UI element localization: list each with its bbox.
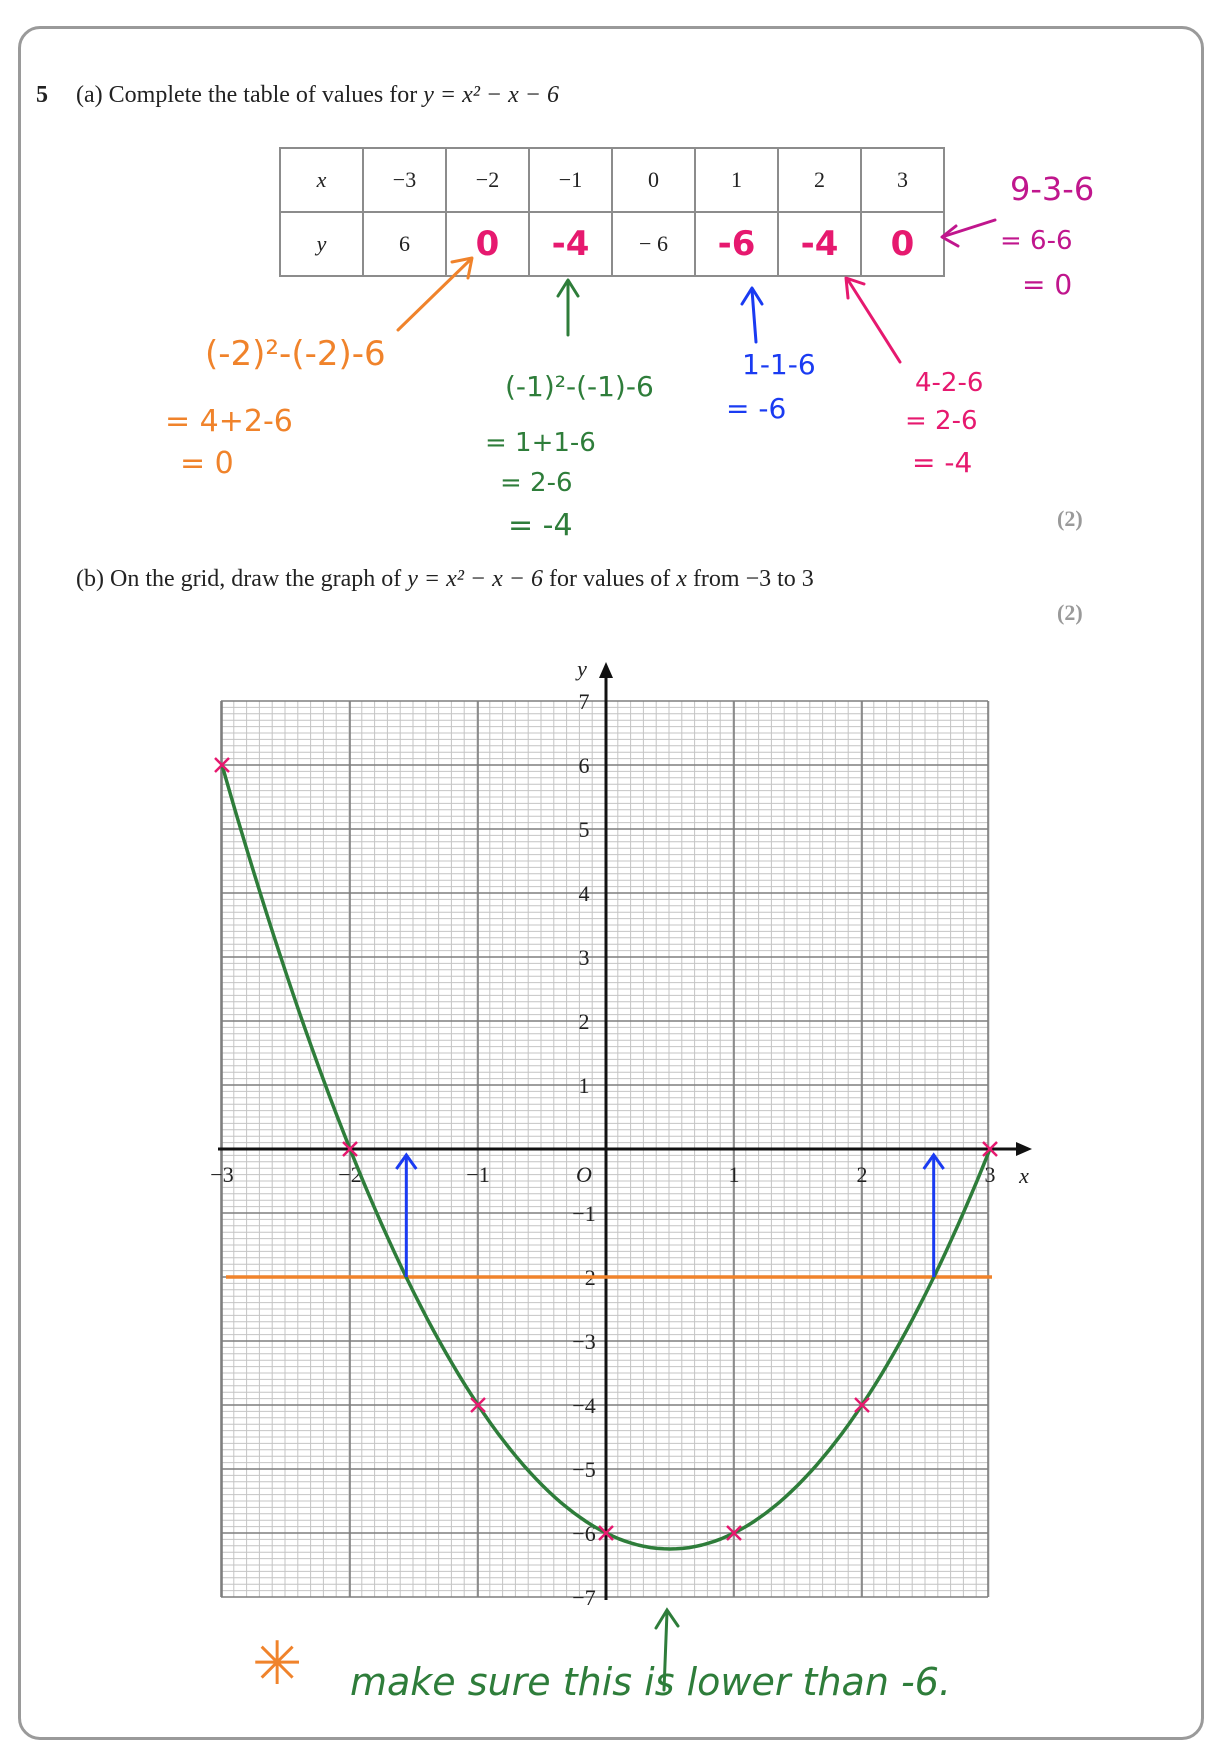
x-tick-label: 3: [984, 1162, 996, 1187]
part-a-equation: y = x² − x − 6: [423, 82, 559, 108]
handwritten-answer: 0: [475, 224, 500, 264]
x-value: 3: [861, 148, 944, 212]
origin-label: O: [576, 1162, 592, 1187]
question-number: 5: [36, 82, 48, 108]
x-value: 1: [695, 148, 778, 212]
x-value: 0: [612, 148, 695, 212]
y-value-printed: − 6: [612, 212, 695, 276]
y-tick-label: 1: [578, 1073, 590, 1098]
working-pink-mid-line-2: = 2-6: [905, 406, 978, 436]
x-tick-label: 1: [728, 1162, 740, 1187]
y-tick-label: −1: [572, 1201, 596, 1226]
y-tick-label: −5: [572, 1457, 596, 1482]
working-blue-line-1: 1-1-6: [742, 348, 816, 381]
x-value: −1: [529, 148, 612, 212]
working-green-line-4: = -4: [508, 508, 573, 543]
working-pink-right-line-1: 9-3-6: [1010, 170, 1095, 208]
working-pink-mid-line-1: 4-2-6: [915, 368, 984, 398]
part-a-text: Complete the table of values for: [108, 82, 418, 108]
y-tick-label: −7: [572, 1585, 596, 1610]
y-value-printed: 6: [363, 212, 446, 276]
part-b-text: On the grid, draw the graph of: [109, 566, 402, 592]
star-icon: ✳: [252, 1629, 303, 1699]
y-tick-label: −2: [572, 1265, 596, 1290]
y-tick-label: −6: [572, 1521, 596, 1546]
x-tick-label: −2: [338, 1162, 362, 1187]
y-tick-label: 5: [578, 817, 590, 842]
working-green-line-2: = 1+1-6: [485, 428, 596, 458]
x-value: 2: [778, 148, 861, 212]
part-b-equation: y = x² − x − 6: [407, 566, 543, 592]
y-tick-label: −4: [572, 1393, 596, 1418]
working-pink-mid-line-3: = -4: [912, 446, 973, 479]
y-tick-label: 6: [578, 753, 590, 778]
y-axis-label: y: [577, 656, 587, 681]
y-header: y: [280, 212, 363, 276]
x-header: x: [280, 148, 363, 212]
working-pink-right-line-3: = 0: [1022, 268, 1073, 301]
x-value: −3: [363, 148, 446, 212]
part-b-variable: x: [676, 566, 687, 592]
y-tick-label: 4: [578, 881, 590, 906]
working-pink-right-line-2: = 6-6: [1000, 226, 1073, 256]
x-tick-label: −1: [466, 1162, 490, 1187]
y-tick-label: 7: [578, 689, 590, 714]
x-tick-label: −3: [210, 1162, 234, 1187]
part-b-text: from −3 to 3: [692, 566, 814, 592]
y-tick-label: −3: [572, 1329, 596, 1354]
x-axis-label: x: [1019, 1163, 1029, 1188]
handwritten-answer: -6: [717, 224, 756, 264]
working-orange-line-1: (-2)²-(-2)-6: [205, 334, 386, 374]
part-b-label: (b): [76, 566, 104, 592]
part-a-label: (a): [76, 82, 103, 108]
working-orange-line-3: = 0: [180, 446, 234, 481]
working-green-line-3: = 2-6: [500, 468, 573, 498]
part-a-marks: (2): [1057, 506, 1083, 531]
working-orange-line-2: = 4+2-6: [165, 404, 293, 439]
x-tick-label: 2: [856, 1162, 868, 1187]
part-b-marks: (2): [1057, 600, 1083, 625]
footer-note: make sure this is lower than -6.: [350, 1660, 951, 1704]
handwritten-answer: 0: [890, 224, 915, 264]
y-tick-label: 2: [578, 1009, 590, 1034]
working-blue-line-2: = -6: [726, 392, 787, 425]
handwritten-answer: -4: [800, 224, 839, 264]
handwritten-answer: -4: [551, 224, 590, 264]
y-tick-label: 3: [578, 945, 590, 970]
x-value: −2: [446, 148, 529, 212]
working-green-line-1: (-1)²-(-1)-6: [505, 370, 654, 403]
part-b-text: for values of: [548, 566, 671, 592]
